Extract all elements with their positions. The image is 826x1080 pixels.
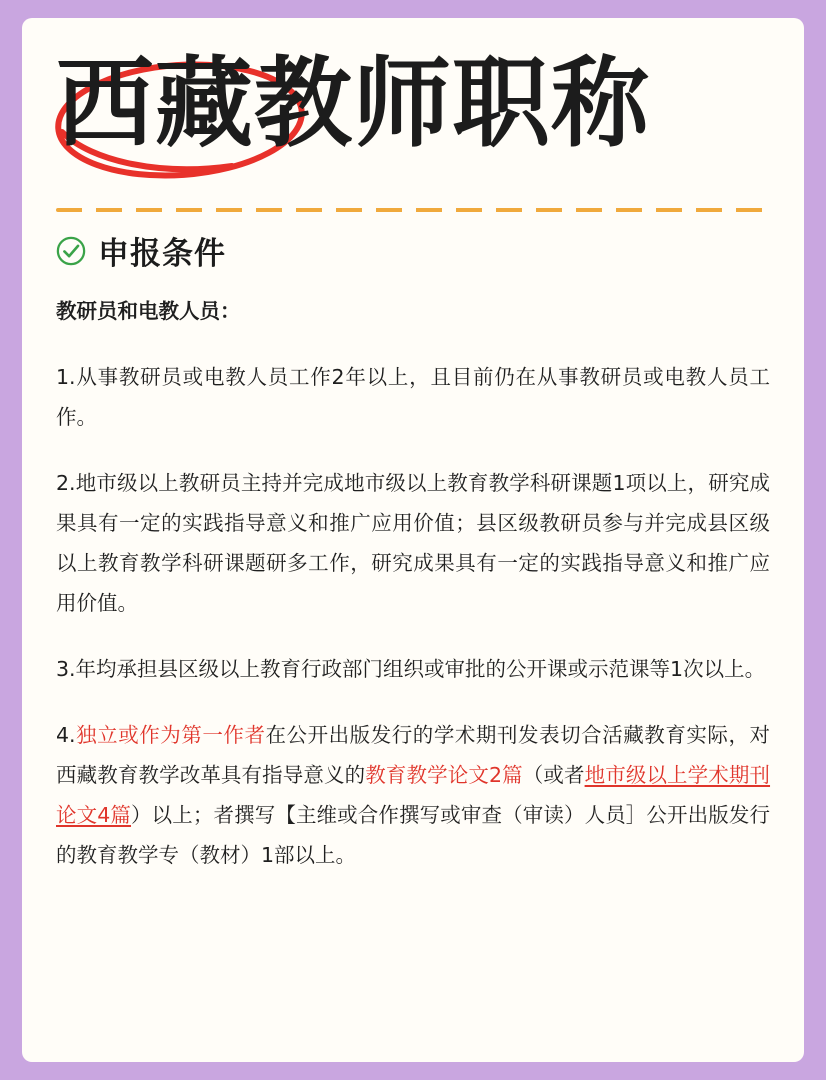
body-content xyxy=(56,291,770,875)
condition-item-1: 1.从事教研员或电教人员工作2年以上，且目前仍在从事教研员或电教人员工作。 xyxy=(56,365,770,429)
condition-item-3: 3.年均承担县区级以上教育行政部门组织或审批的公开课或示范课等1次以上。 xyxy=(56,657,766,681)
dashed-divider xyxy=(56,208,770,212)
condition-item-4 xyxy=(56,715,770,875)
check-circle-icon xyxy=(56,236,86,266)
item4-prefix: 4. xyxy=(56,723,76,747)
page-title: 西藏教师职称 xyxy=(56,47,651,161)
section-title: 申报条件 xyxy=(98,236,226,272)
item4-mid-2: （或者 xyxy=(522,763,585,787)
content-card xyxy=(22,18,804,1062)
lead-text: 教研员和电教人员： xyxy=(56,299,241,323)
condition-item-2: 2.地市级以上教研员主持并完成地市级以上教育教学科研课题1项以上，研究成果具有一定的实践指导意义和推广应用价值；县区级教研员参与并完成县区级以上教育教学科研课题研多工作，研究成果具有一定的实践指导意义和推广应用价值。 xyxy=(56,471,770,615)
item4-highlight-1: 独立或作为第一作者 xyxy=(75,723,266,747)
item4-highlight-3: 地市级以上学术期刊论文4篇 xyxy=(56,763,771,827)
item4-suffix: ）以上；者撰写【主维或合作撰写或审查（审读）人员］公开出版发行的教育教学专（教材）1部以上。 xyxy=(56,803,771,867)
item4-highlight-2: 教育教学论文2篇 xyxy=(365,763,523,787)
section-header xyxy=(56,228,770,273)
item4-mid-1: 在公开出版发行的学术期刊发表切合活藏教育实际，对西藏教育教学改革具有指导意义的 xyxy=(56,723,771,787)
title-block xyxy=(56,44,770,194)
